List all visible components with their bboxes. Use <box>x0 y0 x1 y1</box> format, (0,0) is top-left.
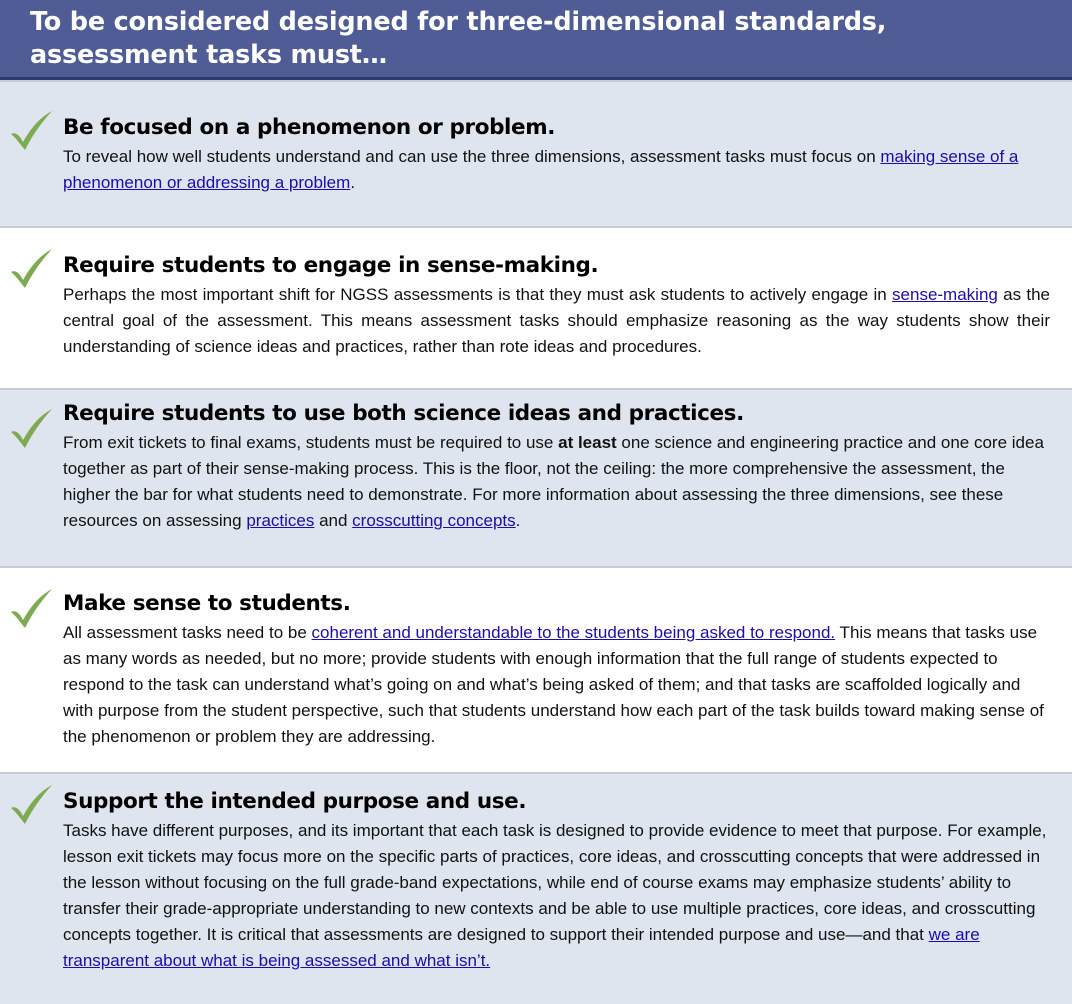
section-sense-making <box>0 226 1072 388</box>
section-purpose-use <box>0 772 1072 1004</box>
sense-making-link[interactable]: sense-making <box>892 285 998 304</box>
crosscutting-concepts-link[interactable]: crosscutting concepts <box>352 511 516 530</box>
section-phenomenon <box>0 80 1072 226</box>
section-title: Require students to use both science ideas and practices. <box>63 401 744 426</box>
section-ideas-practices <box>0 388 1072 566</box>
section-text: To reveal how well students understand and can use the three dimensions, assessment tasks must focus on making sense of a phenomenon or addressing a problem. <box>63 147 1019 192</box>
section-title: Require students to engage in sense-making. <box>63 253 599 278</box>
header-banner <box>0 0 1072 80</box>
coherent-understandable-link[interactable]: coherent and understandable to the students being asked to respond. <box>311 623 836 642</box>
transparent-assessment-link[interactable]: we are transparent about what is being assessed and what isn’t. <box>63 925 980 970</box>
check-icon <box>8 408 54 450</box>
practices-link[interactable]: practices <box>246 511 315 530</box>
section-title: Support the intended purpose and use. <box>63 789 527 814</box>
phenomenon-link[interactable]: making sense of a phenomenon or addressing a problem <box>63 147 1019 192</box>
check-icon <box>8 588 54 630</box>
page-title: To be considered designed for three-dimensional standards, assessment tasks must… <box>30 7 887 70</box>
section-text: Perhaps the most important shift for NGSS assessments is that they must ask students to actively engage in sense-making as the central goal of the assessment. This means assessment tasks should emphasize reasoning as the way students show their understanding of science ideas and practices, rather than rote ideas and procedures. <box>63 285 1050 356</box>
check-icon <box>8 248 54 290</box>
check-icon <box>8 110 54 152</box>
section-text: Tasks have different purposes, and its important that each task is designed to provide evidence to meet that purpose. For example, lesson exit tickets may focus more on the specific parts of practices, core ideas, and crosscutting concepts that were addressed in the lesson without focusing on the full grade-band expectations, while end of course exams may emphasize students’ ability to transfer their grade-appropriate understanding to new contexts and be able to use multiple practices, core ideas, and crosscutting concepts together. It is critical that assessments are designed to support their intended purpose and use—and that we are transparent about what is being assessed and what isn’t. <box>63 821 1047 970</box>
section-text: From exit tickets to final exams, students must be required to use at least one science and engineering practice and one core idea together as part of their sense-making process. This is the floor, not the ceiling: the more comprehensive the assessment, the higher the bar for what students need to demonstrate. For more information about assessing the three dimensions, see these resources on assessing practices and crosscutting concepts. <box>63 433 1044 530</box>
section-text: All assessment tasks need to be coherent and understandable to the students being asked to respond. This means that tasks use as many words as needed, but no more; provide students with enough information that the full range of students expected to respond to the task can understand what’s going on and what’s being asked of them; and that tasks are scaffolded logically and with purpose from the student perspective, such that students understand how each part of the task builds toward making sense of the phenomenon or problem they are addressing. <box>63 623 1044 746</box>
section-title: Be focused on a phenomenon or problem. <box>63 115 555 140</box>
check-icon <box>8 784 54 826</box>
emphasis-text: at least <box>558 433 617 452</box>
section-title: Make sense to students. <box>63 591 351 616</box>
section-make-sense <box>0 566 1072 772</box>
